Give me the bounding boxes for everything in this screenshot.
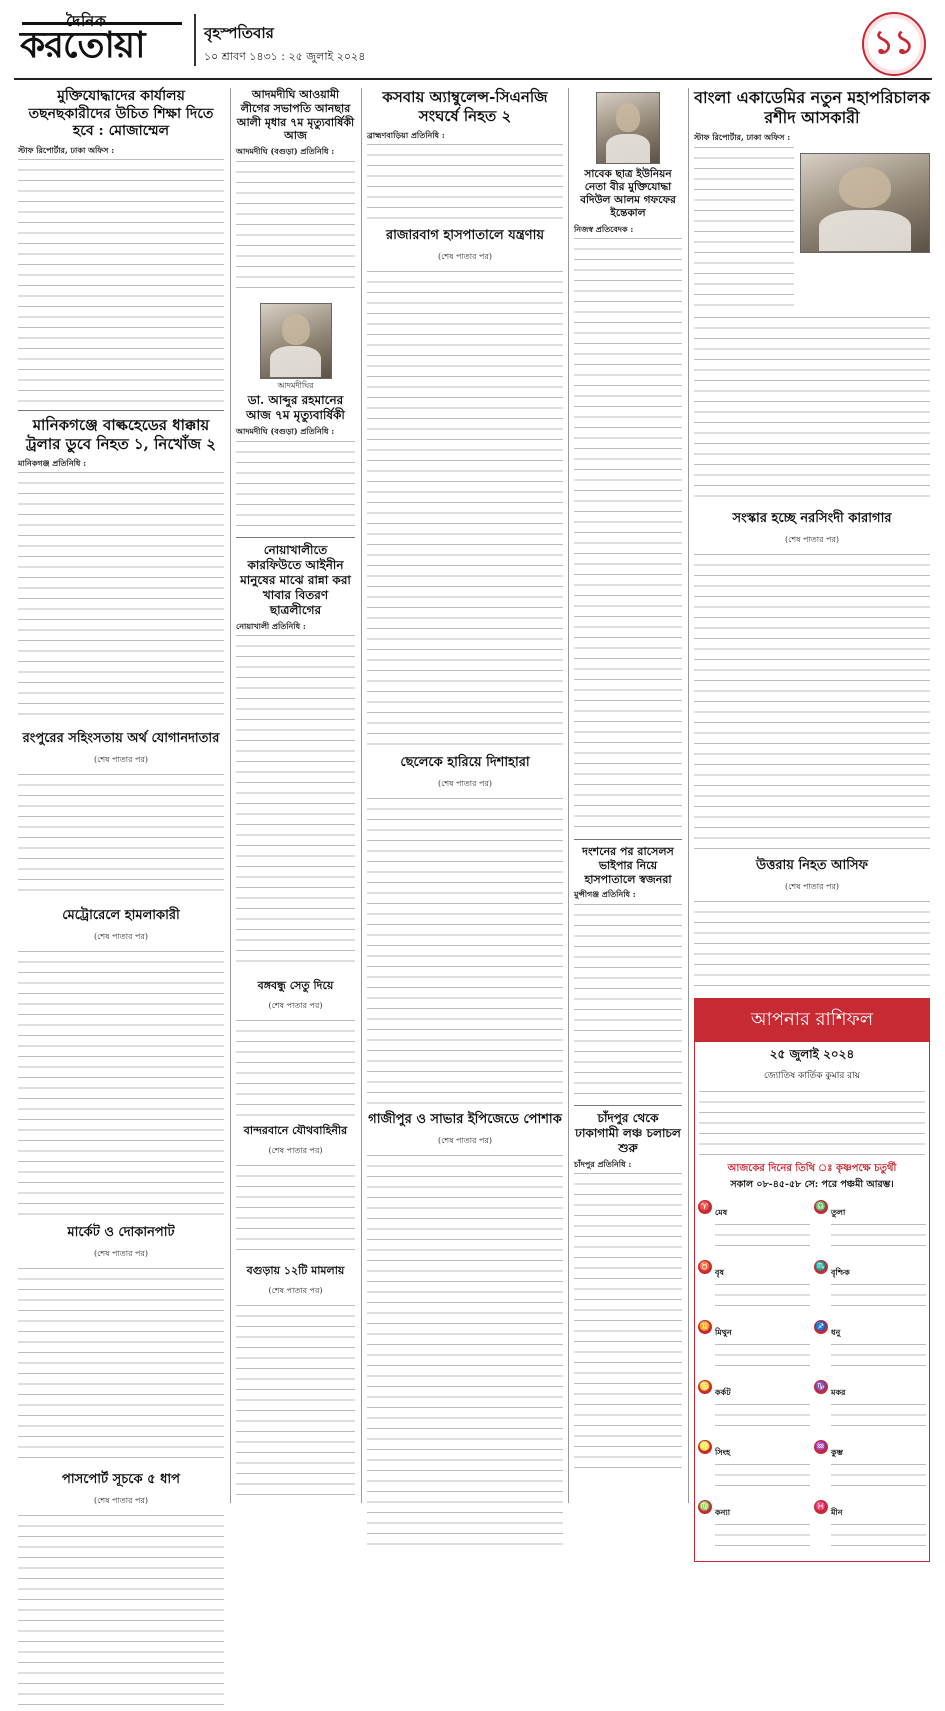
story-headline[interactable]: মানিকগঞ্জে বাল্কহেডের ধাক্কায় ট্রলার ডুবে নিহত ১, নিখোঁজ ২: [26, 416, 216, 453]
story-divider: [18, 410, 224, 411]
continued-tag: (শেষ পাতার পর): [268, 1146, 323, 1155]
continued-headline[interactable]: পাসপোর্ট সূচকে ৫ ধাপ: [62, 1472, 180, 1487]
continued-tag: (শেষ পাতার পর): [437, 1136, 493, 1145]
continued-headline[interactable]: বান্দরবানে যৌথবাহিনীর: [243, 1124, 348, 1137]
aquarius-icon: ♒: [815, 1441, 827, 1452]
story-byline: স্টাফ রিপোর্টার, ঢাকা অফিস :: [18, 144, 115, 155]
continued-tag: (শেষ পাতার পর): [93, 932, 149, 941]
story-byline: নোয়াখালী প্রতিনিধি :: [236, 620, 306, 631]
logo-small-text: দৈনিক: [66, 12, 107, 30]
sign-name: তুলা: [831, 1206, 846, 1217]
issue-date: ১০ শ্রাবণ ১৪৩১ : ২৫ জুলাই ২০২৪: [204, 50, 366, 63]
tithi-label: আজকের দিনের তিথি ঃ কৃষ্ণপক্ষে চতুর্থী: [727, 1162, 897, 1174]
continued-headline[interactable]: ছেলেকে হারিয়ে দিশাহারা: [400, 755, 530, 770]
story-byline: মুন্সীগঞ্জ প্রতিনিধি :: [574, 889, 636, 900]
story-body: [694, 313, 930, 503]
sign-name: কর্কট: [715, 1386, 731, 1397]
continued-headline[interactable]: বঙ্গবন্ধু সেতু দিয়ে: [257, 979, 334, 992]
sign-forecast: [715, 1220, 810, 1254]
horoscope-grid: [695, 1197, 929, 1561]
story-body: [694, 897, 930, 992]
sign-forecast: [831, 1520, 926, 1554]
pisces-icon: ♓: [815, 1501, 827, 1512]
logo-big-text: করতোয়া: [20, 25, 145, 66]
story-body: [236, 437, 355, 532]
story-body: [574, 234, 682, 834]
story-body: [236, 157, 355, 297]
column-1: [18, 88, 224, 1503]
portrait-photo: [596, 92, 660, 164]
continued-headline[interactable]: রাজারবাগ হাসপাতালে যন্ত্রণায়: [385, 228, 545, 243]
horoscope-sign-virgo: [698, 1500, 810, 1554]
cancer-icon: ♋: [699, 1381, 711, 1392]
sign-name: সিংহ: [715, 1446, 731, 1457]
masthead: [14, 8, 932, 80]
sign-name: বৃষ: [715, 1266, 724, 1277]
story-headline[interactable]: মুক্তিযোদ্ধাদের কার্যালয় তছনছকারীদের উচিত শিক্ষা দিতে হবে : মোজাম্মেল: [28, 88, 214, 139]
sign-forecast: [715, 1400, 810, 1434]
story-headline[interactable]: আদমদীঘি আওয়ামী লীগের সভাপতি আনছার আলী মৃধার ৭ম মৃত্যুবার্ষিকী আজ: [236, 88, 355, 143]
sign-forecast: [715, 1340, 810, 1374]
column-divider: [361, 88, 362, 1503]
story-byline: চাঁদপুর প্রতিনিধি :: [574, 1158, 632, 1169]
column-4: [574, 88, 682, 1503]
horoscope-date: ২৫ জুলাই ২০২৪: [769, 1046, 855, 1061]
column-3: [367, 88, 563, 1503]
horoscope-sign-sagittarius: [814, 1320, 926, 1374]
story-headline[interactable]: দংশনের পর রাসেলস ভাইপার নিয়ে হাসপাতালে স্বজনরা: [582, 845, 674, 886]
horoscope-sign-cancer: [698, 1380, 810, 1434]
leo-icon: ♌: [699, 1441, 711, 1452]
page-number-badge: ১১: [862, 12, 926, 76]
horoscope-sign-libra: [814, 1200, 926, 1254]
newspaper-logo[interactable]: [20, 10, 190, 72]
story-headline[interactable]: কসবায় অ্যাম্বুলেন্স-সিএনজি সংঘর্ষে নিহত ২: [382, 88, 548, 125]
story-byline: ব্রাহ্মণবাড়িয়া প্রতিনিধি :: [367, 129, 445, 140]
capricorn-icon: ♑: [815, 1381, 827, 1392]
story-body: [18, 155, 224, 405]
sign-forecast: [715, 1460, 810, 1494]
sign-name: ধনু: [831, 1326, 841, 1337]
horoscope-sign-taurus: [698, 1260, 810, 1314]
continued-headline[interactable]: মার্কেট ও দোকানপাট: [67, 1225, 175, 1240]
continued-headline[interactable]: রংপুরের সহিংসতায় অর্থ যোগানদাতার: [22, 731, 220, 746]
column-divider: [230, 88, 231, 1503]
continued-tag: (শেষ পাতার পর): [268, 1286, 323, 1295]
story-byline: মানিকগঞ্জ প্রতিনিধি :: [18, 457, 87, 468]
gemini-icon: ♊: [699, 1321, 711, 1332]
horoscope-sign-leo: [698, 1440, 810, 1494]
column-2: [236, 88, 355, 1503]
story-headline[interactable]: ডা. আব্দুর রহমানের আজ ৭ম মৃত্যুবার্ষিকী: [246, 393, 345, 422]
continued-tag: (শেষ পাতার পর): [784, 881, 840, 891]
libra-icon: ♎: [815, 1201, 827, 1212]
story-body: [236, 631, 355, 971]
horoscope-sign-capricorn: [814, 1380, 926, 1434]
continued-tag: (শেষ পাতার পর): [268, 1001, 323, 1010]
story-body: [18, 1511, 224, 1711]
story-divider: [236, 537, 355, 538]
story-body: [367, 140, 563, 220]
sign-name: মেষ: [715, 1206, 728, 1217]
continued-tag: (শেষ পাতার পর): [93, 1249, 149, 1258]
story-divider: [574, 839, 682, 840]
story-byline: আদমদীঘি (বগুড়া) প্রতিনিধি :: [236, 146, 335, 156]
horoscope-sign-pisces: [814, 1500, 926, 1554]
sign-forecast: [715, 1520, 810, 1554]
story-byline: স্টাফ রিপোর্টার, ঢাকা অফিস :: [694, 132, 791, 142]
horoscope-box: [694, 998, 930, 1562]
story-body: [367, 267, 563, 747]
sign-name: মিথুন: [715, 1326, 732, 1337]
horoscope-title[interactable]: আপনার রাশিফল: [695, 999, 929, 1042]
story-body: [18, 1264, 224, 1464]
horoscope-sign-gemini: [698, 1320, 810, 1374]
masthead-divider: [194, 14, 196, 66]
photo-caption: আদমদীঘির: [277, 380, 314, 390]
sign-name: কুম্ভ: [831, 1446, 843, 1457]
column-divider: [688, 88, 689, 1503]
astrologer-name: জ্যোতিষ কার্তিক কুমার রায়: [763, 1070, 861, 1081]
column-5: [694, 88, 930, 1517]
story-byline: আদমদীঘি (বগুড়া) প্রতিনিধি :: [236, 426, 335, 436]
taurus-icon: ♉: [699, 1261, 711, 1272]
story-byline: নিজস্ব প্রতিবেদক :: [574, 223, 634, 234]
story-body: [694, 143, 794, 313]
story-body: [18, 947, 224, 1217]
horoscope-sign-aquarius: [814, 1440, 926, 1494]
sign-forecast: [831, 1460, 926, 1494]
story-divider: [574, 1105, 682, 1106]
continued-tag: (শেষ পাতার পর): [437, 252, 493, 261]
story-body: [236, 1016, 355, 1116]
horoscope-intro: [699, 1087, 925, 1157]
sign-forecast: [831, 1280, 926, 1314]
continued-tag: (শেষ পাতার পর): [93, 1496, 149, 1505]
story-headline[interactable]: নোয়াখালীতে কারফিউতে আইনীন মানুষের মাঝে রান্না করা খাবার বিতরণ ছাত্রলীগের: [240, 542, 351, 617]
continued-headline[interactable]: সংস্কার হচ্ছে নরসিংদী কারাগার: [732, 510, 892, 526]
virgo-icon: ♍: [699, 1501, 711, 1512]
story-body: [694, 550, 930, 850]
aries-icon: ♈: [699, 1201, 711, 1212]
story-body: [367, 1151, 563, 1551]
story-body: [574, 1169, 682, 1469]
continued-tag: (শেষ পাতার পর): [784, 534, 840, 544]
sign-name: কন্যা: [715, 1506, 731, 1517]
continued-tag: (শেষ পাতার পর): [93, 755, 149, 764]
sign-name: মকর: [831, 1386, 846, 1397]
portrait-photo: [260, 303, 332, 379]
story-headline[interactable]: বাংলা একাডেমির নতুন মহাপরিচালক রশীদ আসকারী: [694, 88, 930, 127]
sign-forecast: [831, 1340, 926, 1374]
story-headline[interactable]: সাবেক ছাত্র ইউনিয়ন নেতা বীর মুক্তিযোদ্ধা বদিউল আলম গফফের ইন্তেকাল: [580, 168, 676, 220]
story-body: [574, 900, 682, 1100]
sign-forecast: [831, 1400, 926, 1434]
continued-headline[interactable]: গাজীপুর ও সাভার ইপিজেডে পোশাক: [368, 1112, 562, 1127]
story-body: [18, 468, 224, 723]
horoscope-sign-scorpio: [814, 1260, 926, 1314]
story-body: [18, 770, 224, 900]
story-body: [236, 1161, 355, 1256]
horoscope-sign-aries: [698, 1200, 810, 1254]
sign-forecast: [831, 1220, 926, 1254]
portrait-photo: [800, 153, 930, 253]
sign-forecast: [715, 1280, 810, 1314]
continued-tag: (শেষ পাতার পর): [437, 779, 493, 788]
sagittarius-icon: ♐: [815, 1321, 827, 1332]
sign-name: বৃশ্চিক: [831, 1266, 850, 1277]
continued-headline[interactable]: বগুড়ায় ১২টি মামলায়: [246, 1264, 345, 1277]
sign-name: মীন: [831, 1506, 843, 1517]
tithi-time: সকাল ০৮-৪৫-৫৮ সে: পরে পঞ্চমী আরম্ভ।: [730, 1178, 894, 1190]
column-divider: [568, 88, 569, 1503]
scorpio-icon: ♏: [815, 1261, 827, 1272]
continued-headline[interactable]: মেট্রোরেলে হামলাকারী: [62, 908, 180, 923]
story-headline[interactable]: চাঁদপুর থেকে ঢাকাগামী লঞ্চ চলাচল শুরু: [575, 1110, 681, 1155]
story-body: [236, 1301, 355, 1501]
story-body: [367, 794, 563, 1104]
continued-headline[interactable]: উত্তরায় নিহত আসিফ: [755, 857, 869, 873]
issue-day: বৃহস্পতিবার: [204, 24, 274, 42]
